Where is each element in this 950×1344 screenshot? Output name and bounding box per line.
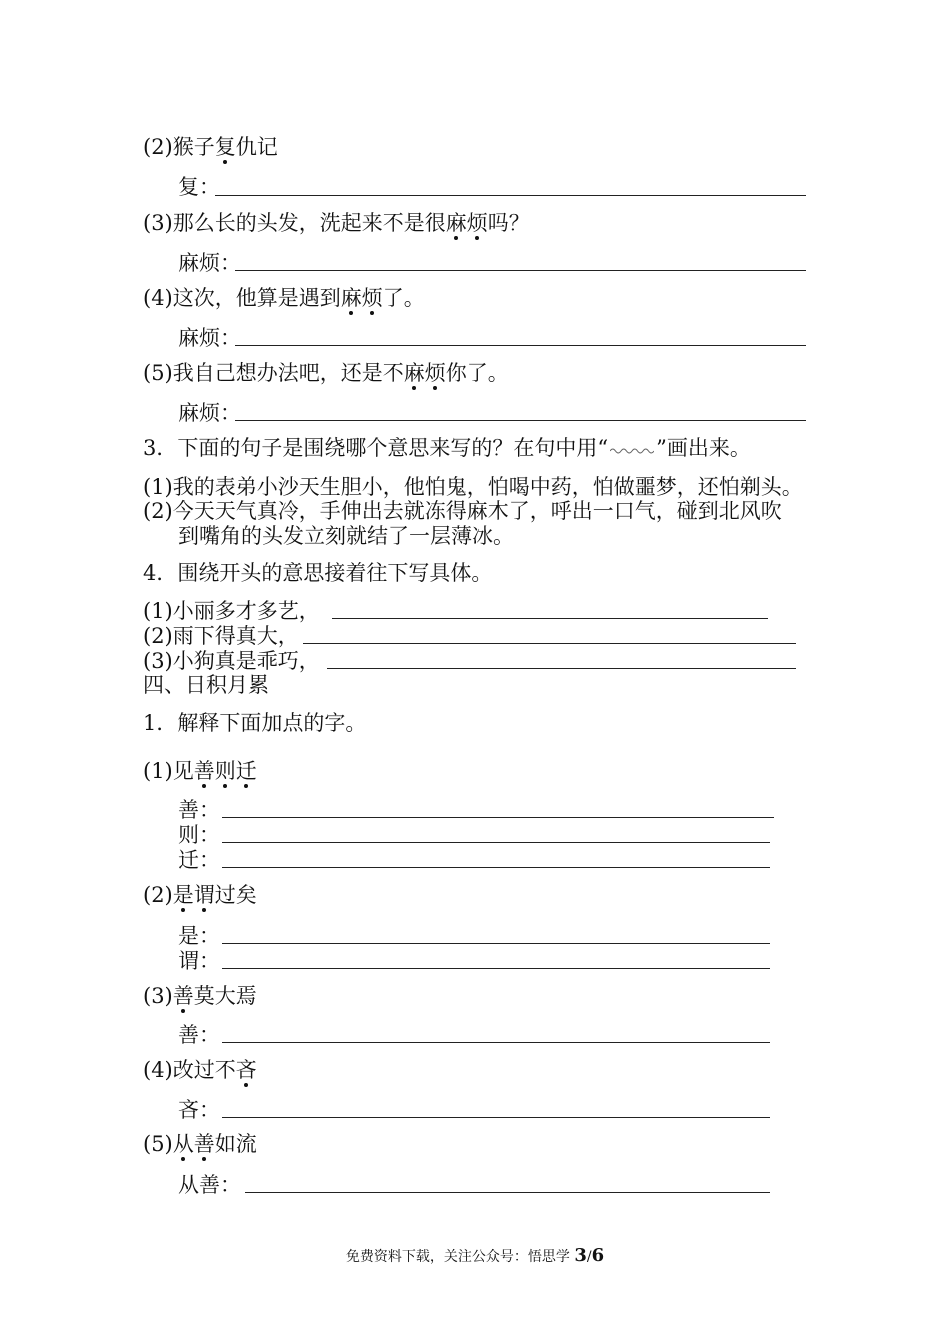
- q2-item3-answer-label: 麻烦：: [178, 251, 241, 275]
- phrase3: (3)善莫大焉: [143, 984, 257, 1008]
- q4-item3-answer-line[interactable]: [327, 668, 796, 669]
- q2-item5-answer-line[interactable]: [235, 420, 806, 421]
- phrase1-answer-line-qian[interactable]: [222, 867, 770, 868]
- phrase4-label: 吝：: [178, 1098, 220, 1122]
- phrase1: (1)见善则迁: [143, 759, 257, 783]
- phrase5-label: 从善：: [178, 1173, 241, 1197]
- q2-item2-answer-line[interactable]: [215, 195, 806, 196]
- q2-item4-answer-label: 麻烦：: [178, 326, 241, 350]
- phrase1-answer-line-shan[interactable]: [222, 817, 774, 818]
- q3-title: 3．下面的句子是围绕哪个意思来写的？在句中用“ ”画出来。: [143, 436, 751, 460]
- phrase1-label-qian: 迁：: [178, 848, 220, 872]
- phrase2-label-shi: 是：: [178, 924, 220, 948]
- phrase4: (4)改过不吝: [143, 1058, 257, 1082]
- phrase4-answer-line[interactable]: [222, 1117, 770, 1118]
- phrase2-answer-line-shi[interactable]: [222, 943, 770, 944]
- q3-sentence2-line1: (2)今天天气真冷，手伸出去就冻得麻木了，呼出一口气，碰到北风吹: [143, 499, 782, 523]
- q2-item3-answer-line[interactable]: [235, 270, 806, 271]
- q3-sentence2-line2: 到嘴角的头发立刻就结了一层薄冰。: [178, 524, 514, 548]
- page-total: 6: [591, 1245, 605, 1266]
- page-separator: /: [586, 1249, 592, 1265]
- q2-item2-sentence: (2)猴子复仇记: [143, 135, 278, 159]
- q4-item3-prompt: (3)小狗真是乖巧，: [143, 649, 320, 673]
- q4-item2-answer-line[interactable]: [303, 643, 796, 644]
- phrase3-answer-line[interactable]: [222, 1042, 770, 1043]
- q2-item2-answer-label: 复：: [178, 175, 220, 199]
- q2-item4-answer-line[interactable]: [235, 345, 806, 346]
- phrase3-label: 善：: [178, 1023, 220, 1047]
- phrase2: (2)是谓过矣: [143, 883, 257, 907]
- phrase5-answer-line[interactable]: [245, 1192, 770, 1193]
- q4-title: 4．围绕开头的意思接着往下写具体。: [143, 561, 493, 585]
- phrase2-label-wei: 谓：: [178, 949, 220, 973]
- page-footer: [0, 1246, 950, 1267]
- phrase1-answer-line-ze[interactable]: [222, 842, 770, 843]
- phrase2-answer-line-wei[interactable]: [222, 968, 770, 969]
- wavy-underline-icon: [610, 445, 654, 455]
- page-current: 3: [574, 1245, 587, 1266]
- q2-item5-answer-label: 麻烦：: [178, 401, 241, 425]
- section4-q1-title: 1．解释下面加点的字。: [143, 711, 367, 735]
- footer-text: 免费资料下载，关注公众号：悟思学: [345, 1249, 570, 1265]
- q3-sentence1: (1)我的表弟小沙天生胆小，他怕鬼，怕喝中药，怕做噩梦，还怕剃头。: [143, 475, 803, 499]
- section4-heading: 四、日积月累: [143, 673, 269, 697]
- q2-item5-sentence: (5)我自己想办法吧，还是不麻烦你了。: [143, 361, 509, 385]
- q4-item2-prompt: (2)雨下得真大，: [143, 624, 299, 648]
- q4-item1-answer-line[interactable]: [332, 618, 768, 619]
- q2-item3-sentence: (3)那么长的头发，洗起来不是很麻烦吗？: [143, 211, 530, 235]
- q2-item4-sentence: (4)这次，他算是遇到麻烦了。: [143, 286, 425, 310]
- phrase5: (5)从善如流: [143, 1132, 257, 1156]
- phrase1-label-ze: 则：: [178, 823, 220, 847]
- phrase1-label-shan: 善：: [178, 798, 220, 822]
- q4-item1-prompt: (1)小丽多才多艺，: [143, 599, 320, 623]
